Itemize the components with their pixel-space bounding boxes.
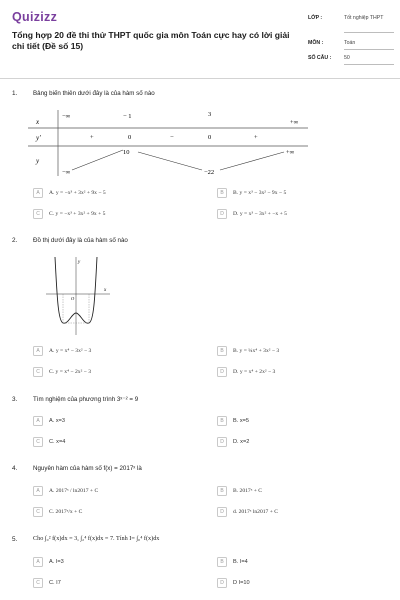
document-title: Tổng hợp 20 đề thi thử THPT quốc gia môn Toán cực hay có lời giải chi tiết (Đề số 15) [12, 30, 290, 51]
meta-class-value: Tốt nghiệp THPT [344, 15, 384, 21]
meta-count-label: SỐ CÂU : [308, 55, 332, 61]
table-yprime-label: y' [36, 134, 41, 142]
option-text: D. y = x⁴ + 2x² − 3 [233, 368, 276, 375]
function-graph [46, 255, 110, 335]
question-text: Nguyên hàm của hàm số f(x) = 2017ˣ là [33, 465, 142, 472]
meta-rule [344, 32, 394, 33]
graph-y-label: y [78, 260, 81, 265]
table-x-value: +∞ [290, 119, 299, 126]
header-divider [0, 78, 400, 79]
table-sign: + [90, 134, 94, 141]
variation-table [28, 108, 308, 178]
option-letter: A [33, 346, 43, 356]
option-letter: B [217, 416, 227, 426]
question-text: Đồ thị dưới đây là của hàm số nào [33, 237, 128, 244]
option-letter: D [217, 578, 227, 588]
variation-arrows [72, 150, 284, 170]
option-letter: D [217, 209, 227, 219]
meta-rule [344, 49, 394, 50]
option-text: B. x=5 [233, 417, 250, 424]
option-text: A. 2017ˣ / ln2017 + C [49, 487, 99, 494]
graph-x-label: x [104, 288, 107, 293]
question-text: Cho ∫₀² f(x)dx = 3, ∫₂⁴ f(x)dx = 7. Tính I= ∫₀⁴ f(x)dx [33, 535, 160, 542]
option-letter: A [33, 557, 43, 567]
option-text: C. y = x⁴ − 2x² − 3 [49, 368, 91, 375]
question-number: 5. [12, 536, 18, 543]
option-text: D. x=2 [233, 438, 250, 445]
option-text: D. y = x³ − 3x² + −x + 5 [233, 210, 287, 217]
table-y-value: +∞ [286, 149, 295, 156]
option-text: A. I=3 [49, 558, 64, 565]
option-text: A. x=3 [49, 417, 66, 424]
table-y-value: −22 [204, 169, 215, 176]
option-letter: C [33, 437, 43, 447]
table-y-value: 10 [123, 149, 130, 156]
question-number: 2. [12, 237, 18, 244]
quizizz-logo: Quizizz [12, 10, 58, 24]
option-letter: B [217, 486, 227, 496]
option-letter: C [33, 507, 43, 517]
table-sign: + [254, 134, 258, 141]
option-text: C. 2017ˣ/x + C [49, 508, 83, 515]
option-text: B. y = x³ − 3x² − 9x − 5 [233, 189, 287, 196]
option-letter: C [33, 578, 43, 588]
meta-rule [344, 64, 394, 65]
table-y-value: −∞ [62, 169, 71, 176]
worksheet-header [0, 0, 400, 78]
table-x-value: −∞ [62, 113, 71, 120]
question-number: 4. [12, 465, 18, 472]
graph-origin-label: O [71, 296, 75, 301]
option-letter: B [217, 346, 227, 356]
option-letter: C [33, 367, 43, 377]
meta-class-label: LỚP : [308, 15, 323, 21]
option-text: C. I7 [49, 579, 61, 586]
option-text: A. y = x⁴ − 3x² − 3 [49, 347, 92, 354]
question-text: Bảng biến thiên dưới đây là của hàm số nào [33, 90, 155, 97]
table-y-label: y [36, 157, 40, 165]
option-letter: C [33, 209, 43, 219]
option-text: C. y = −x³ + 3x² + 9x + 5 [49, 210, 106, 217]
option-letter: D [217, 437, 227, 447]
option-letter: D [217, 507, 227, 517]
option-text: d. 2017ˣ ln2017 + C [233, 508, 279, 515]
table-x-value: 3 [208, 111, 212, 118]
table-sign: − [170, 134, 174, 141]
table-x-value: − 1 [123, 113, 132, 120]
option-text: C. x=4 [49, 438, 66, 445]
option-letter: D [217, 367, 227, 377]
question-number: 3. [12, 396, 18, 403]
table-sign: 0 [208, 134, 212, 141]
question-number: 1. [12, 90, 18, 97]
meta-subject-label: MÔN : [308, 40, 324, 46]
question-text: Tìm nghiệm của phương trình 3ˣ⁻² = 9 [33, 396, 139, 403]
option-letter: B [217, 557, 227, 567]
option-letter: A [33, 416, 43, 426]
option-letter: B [217, 188, 227, 198]
option-text: D I=10 [233, 579, 250, 586]
option-text: A. y = −x³ + 3x² + 9x − 5 [49, 189, 106, 196]
option-letter: A [33, 188, 43, 198]
meta-subject-value: Toán [344, 40, 356, 46]
option-letter: A [33, 486, 43, 496]
table-x-label: x [36, 118, 40, 126]
option-text: B. y = ¼x⁴ + 3x² − 3 [233, 347, 280, 354]
option-text: B. I=4 [233, 558, 248, 565]
table-sign: 0 [128, 134, 132, 141]
meta-count-value: 50 [344, 55, 350, 61]
option-text: B. 2017ˣ + C [233, 487, 263, 494]
